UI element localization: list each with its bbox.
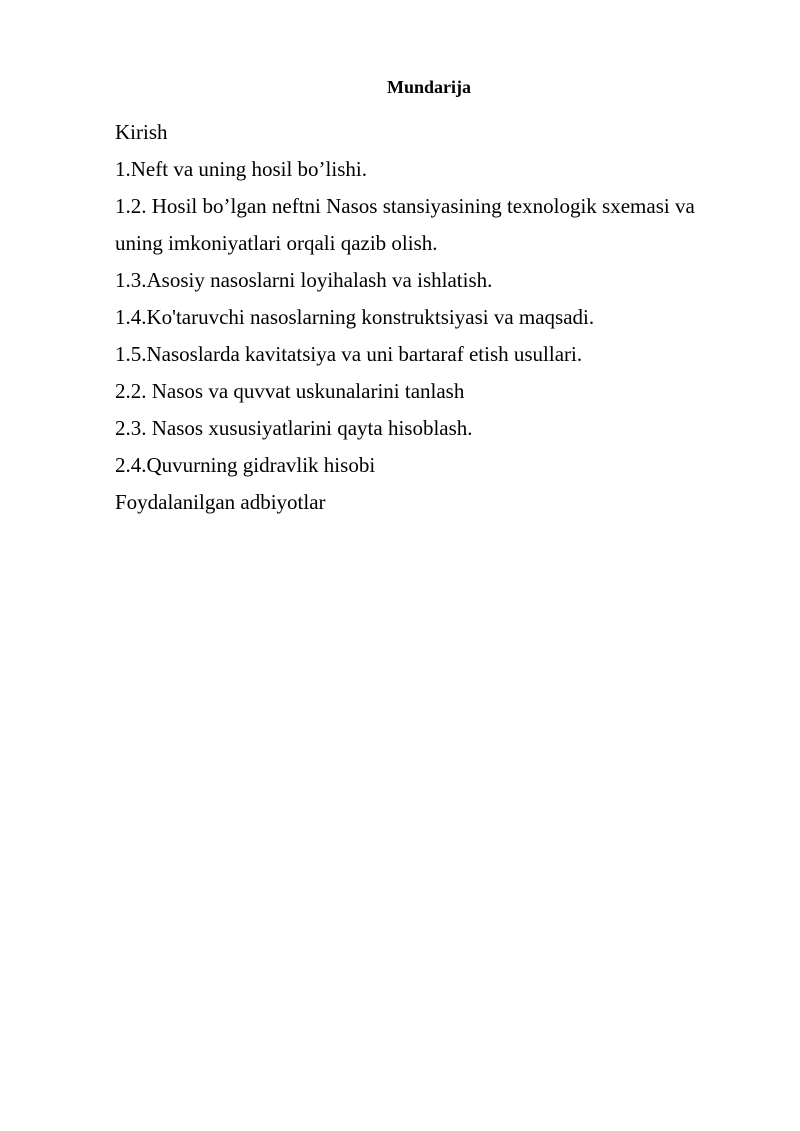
toc-item-references: Foydalanilgan adbiyotlar	[115, 490, 326, 514]
page-title: Mundarija	[386, 77, 471, 97]
table-of-contents	[115, 114, 715, 521]
toc-item-1: 1.Neft va uning hosil bo’lishi.	[115, 157, 367, 181]
toc-item-1-2-continuation: uning imkoniyatlari orqali qazib olish.	[115, 231, 438, 255]
toc-item-2-3: 2.3. Nasos xususiyatlarini qayta hisoblash.	[115, 416, 473, 440]
toc-item-1-4: 1.4.Ko'taruvchi nasoslarning konstruktsiyasi va maqsadi.	[115, 305, 595, 329]
toc-item-kirish: Kirish	[115, 120, 168, 144]
toc-item-2-4: 2.4.Quvurning gidravlik hisobi	[115, 453, 376, 477]
toc-item-1-3: 1.3.Asosiy nasoslarni loyihalash va ishlatish.	[115, 268, 493, 292]
toc-item-1-5: 1.5.Nasoslarda kavitatsiya va uni bartaraf etish usullari.	[115, 342, 583, 366]
toc-item-2-2: 2.2. Nasos va quvvat uskunalarini tanlash	[115, 379, 465, 403]
toc-item-1-2: 1.2. Hosil bo’lgan neftni Nasos stansiyasining texnologik sxemasi va	[115, 194, 695, 218]
